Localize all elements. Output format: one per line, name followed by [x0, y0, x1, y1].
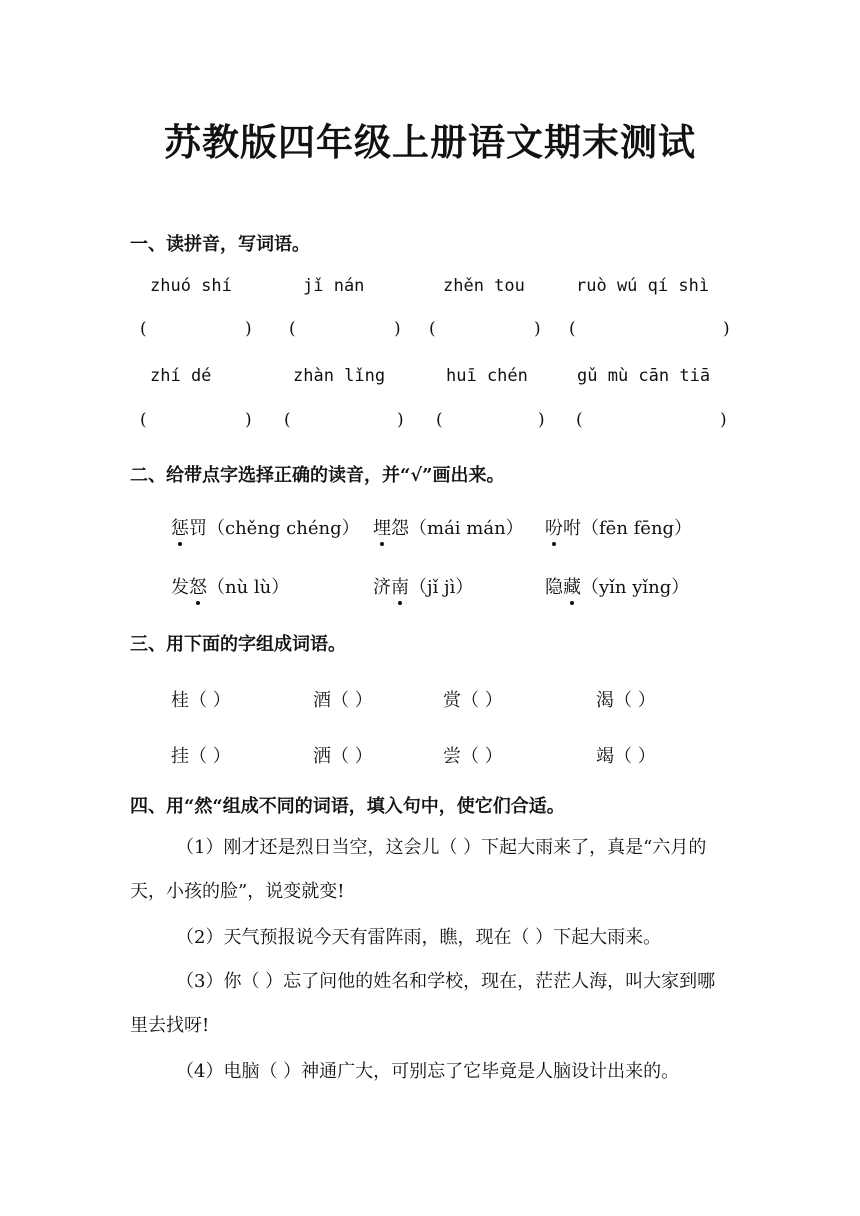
item-options: （jǐ jì）: [409, 577, 474, 598]
answer-blank[interactable]: (: [436, 410, 443, 430]
answer-blank-end: ): [534, 319, 541, 339]
section2-heading: 二、给带点字选择正确的读音，并“√”画出来。: [130, 465, 505, 486]
word-blank-1-2[interactable]: 酒（ ）: [313, 690, 373, 711]
answer-blank-end: ): [723, 319, 730, 339]
answer-blank[interactable]: (: [140, 410, 147, 430]
word-blank-1-4[interactable]: 渴（ ）: [596, 690, 656, 711]
pinyin-2-4: gǔ mù cān tiā: [577, 366, 711, 386]
item-options: 怨（mái mán）: [391, 518, 524, 539]
question-2[interactable]: （2）天气预报说今天有雷阵雨，瞧，现在（ ）下起大雨来。: [176, 927, 662, 948]
dotted-character: 惩: [171, 514, 189, 540]
word-blank-1-3[interactable]: 赏（ ）: [443, 690, 503, 711]
answer-blank[interactable]: (: [284, 410, 291, 430]
answer-blank[interactable]: (: [289, 319, 296, 339]
answer-blank-end: ): [394, 319, 401, 339]
reading-item[interactable]: [545, 514, 692, 540]
word-blank-2-4[interactable]: 竭（ ）: [596, 746, 656, 767]
reading-item[interactable]: [373, 573, 473, 599]
pinyin-1-2: jǐ nán: [303, 276, 365, 296]
word-blank-1-1[interactable]: 桂（ ）: [171, 690, 231, 711]
answer-blank[interactable]: (: [140, 319, 147, 339]
dotted-character: 藏: [563, 573, 581, 599]
reading-item[interactable]: [373, 514, 524, 540]
answer-blank[interactable]: (: [576, 410, 583, 430]
question-4[interactable]: （4）电脑（ ）神通广大，可别忘了它毕竟是人脑设计出来的。: [176, 1061, 680, 1082]
reading-item[interactable]: [171, 514, 360, 540]
item-text: 济: [373, 577, 391, 598]
word-blank-2-2[interactable]: 洒（ ）: [313, 746, 373, 767]
page-title: 苏教版四年级上册语文期末测试: [164, 120, 696, 164]
section4-heading: 四、用“然“组成不同的词语，填入句中，使它们合适。: [130, 796, 565, 817]
pinyin-2-1: zhí dé: [150, 366, 212, 386]
dotted-character: 南: [391, 573, 409, 599]
dotted-character: 埋: [373, 514, 391, 540]
pinyin-2-2: zhàn lǐng: [293, 366, 386, 386]
item-text: 隐: [545, 577, 563, 598]
answer-blank[interactable]: (: [429, 319, 436, 339]
question-3[interactable]: （3）你（ ）忘了问他的姓名和学校，现在，茫茫人海，叫大家到哪里去找呀!: [130, 971, 716, 1036]
answer-blank-end: ): [245, 410, 252, 430]
answer-blank-end: ): [397, 410, 404, 430]
section3-heading: 三、用下面的字组成词语。: [130, 634, 346, 655]
pinyin-1-4: ruò wú qí shì: [576, 276, 710, 296]
item-options: 咐（fēn fēng）: [563, 518, 693, 539]
answer-blank[interactable]: (: [569, 319, 576, 339]
pinyin-1-3: zhěn tou: [443, 276, 525, 296]
item-options: （nù lù）: [207, 577, 290, 598]
pinyin-1-1: zhuó shí: [150, 276, 232, 296]
reading-item[interactable]: [545, 573, 689, 599]
question-1[interactable]: （1）刚才还是烈日当空，这会儿（ ）下起大雨来了，真是“六月的天，小孩的脸”，说变就变!: [130, 837, 707, 902]
dotted-character: 怒: [189, 573, 207, 599]
answer-blank-end: ): [245, 319, 252, 339]
answer-blank-end: ): [720, 410, 727, 430]
word-blank-2-3[interactable]: 尝（ ）: [443, 746, 503, 767]
answer-blank-end: ): [538, 410, 545, 430]
pinyin-2-3: huī chén: [446, 366, 528, 386]
item-text: 发: [171, 577, 189, 598]
reading-item[interactable]: [171, 573, 289, 599]
word-blank-2-1[interactable]: 挂（ ）: [171, 746, 231, 767]
item-options: 罚（chěng chéng）: [189, 518, 360, 539]
section1-heading: 一、读拼音，写词语。: [130, 234, 310, 255]
dotted-character: 吩: [545, 514, 563, 540]
item-options: （yǐn yǐng）: [581, 577, 690, 598]
